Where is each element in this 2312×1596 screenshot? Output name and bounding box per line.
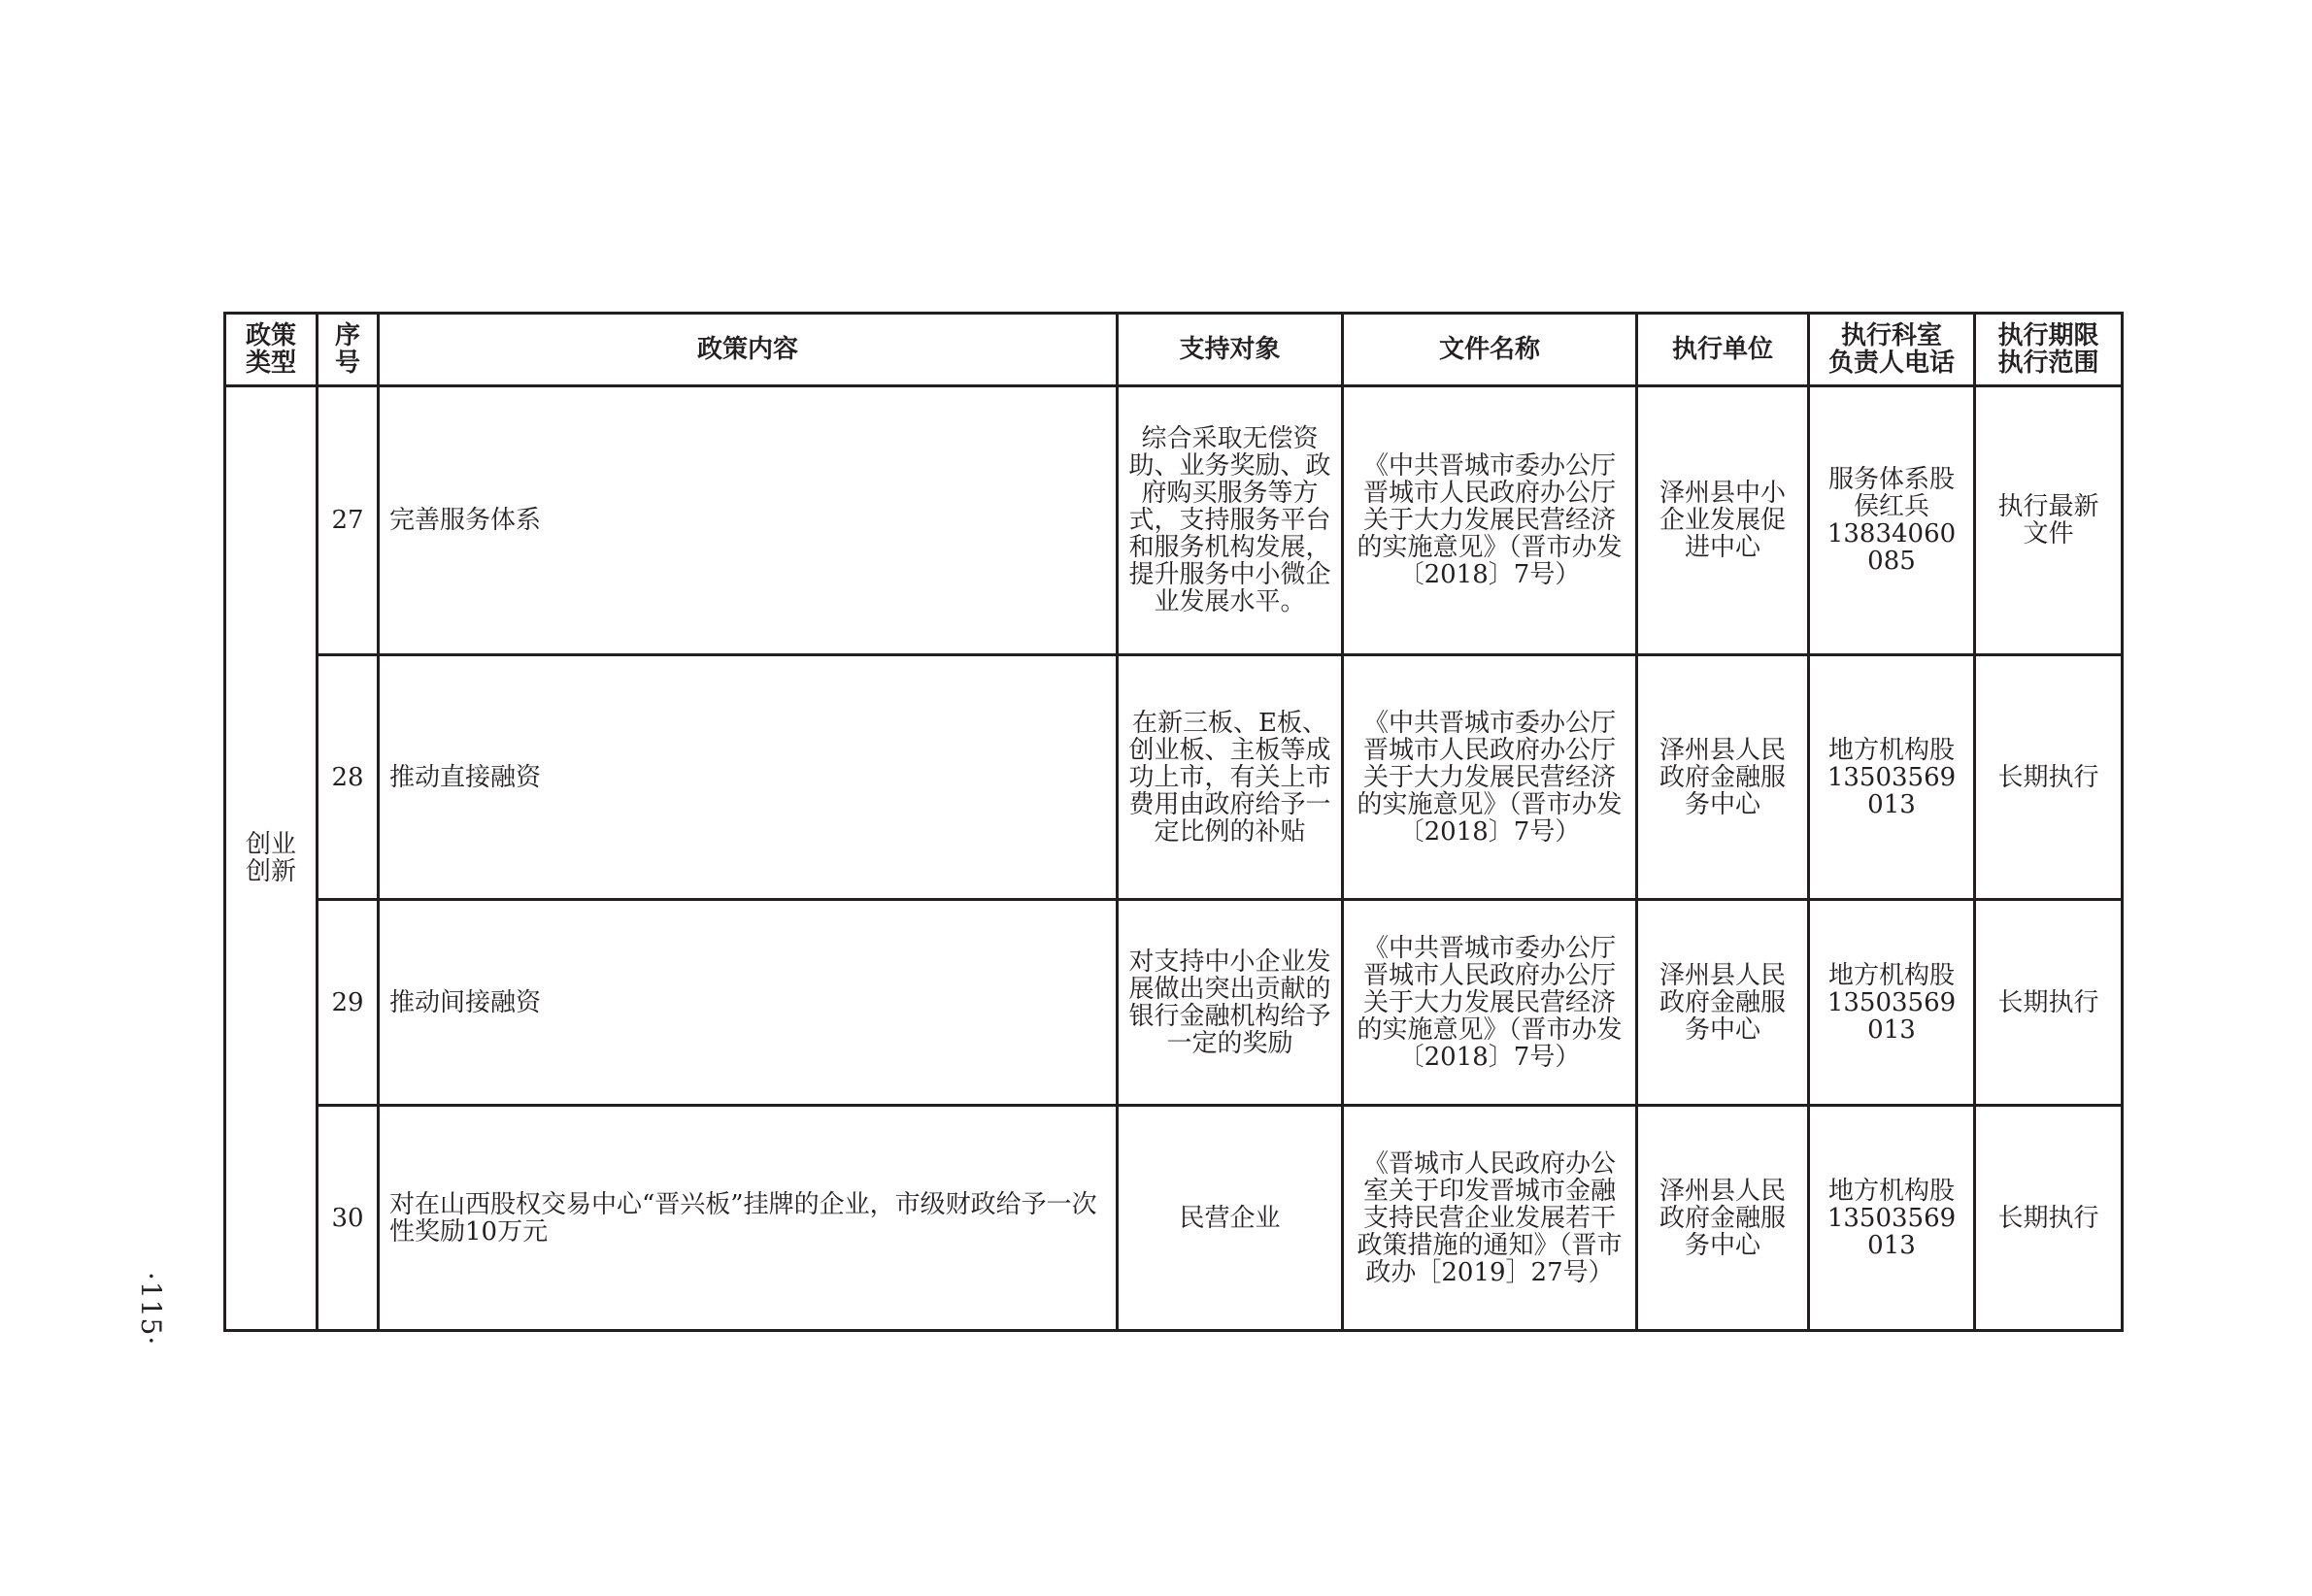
support-target-cell: 综合采取无偿资助、业务奖励、政府购买服务等方式，支持服务平台和服务机构发展，提升服务中小微企业发展水平。 — [1118, 386, 1343, 655]
document-name-cell: 《中共晋城市委办公厅晋城市人民政府办公厅关于大力发展民营经济的实施意见》（晋市办发〔2018〕7号） — [1343, 655, 1637, 900]
table-row — [225, 655, 2123, 900]
contact-phone: 13503569013 — [1826, 1203, 1957, 1260]
policy-content-cell: 推动直接融资 — [379, 655, 1118, 900]
support-target-cell: 在新三板、E板、创业板、主板等成功上市，有关上市费用由政府给予一定比例的补贴 — [1118, 655, 1343, 900]
period-scope-cell: 长期执行 — [1975, 655, 2123, 900]
policy-content-cell: 对在山西股权交易中心“晋兴板”挂牌的企业，市级财政给予一次性奖励10万元 — [379, 1106, 1118, 1331]
period-scope-cell: 执行最新文件 — [1975, 386, 2123, 655]
serial-number-cell: 29 — [318, 900, 379, 1106]
header-support-target: 支持对象 — [1118, 314, 1343, 386]
contact-name: 侯红兵 — [1853, 492, 1929, 521]
contact-cell — [1809, 1106, 1975, 1331]
contact-cell — [1809, 900, 1975, 1106]
policy-category-cell: 创业 创新 — [225, 386, 318, 1331]
policy-content-cell: 推动间接融资 — [379, 900, 1118, 1106]
contact-cell — [1809, 386, 1975, 655]
header-contact: 执行科室 负责人电话 — [1809, 314, 1975, 386]
executing-unit-cell: 泽州县人民政府金融服务中心 — [1637, 1106, 1809, 1331]
table-row — [225, 386, 2123, 655]
contact-phone: 13503569013 — [1826, 762, 1957, 819]
table-row — [225, 900, 2123, 1106]
contact-dept: 服务体系股 — [1827, 465, 1955, 494]
period-scope-cell: 长期执行 — [1975, 1106, 2123, 1331]
serial-number-cell: 27 — [318, 386, 379, 655]
header-period-scope: 执行期限 执行范围 — [1975, 314, 2123, 386]
policy-content-cell: 完善服务体系 — [379, 386, 1118, 655]
header-row — [225, 314, 2123, 386]
contact-phone: 13834060085 — [1826, 519, 1957, 576]
header-document-name: 文件名称 — [1343, 314, 1637, 386]
executing-unit-cell: 泽州县人民政府金融服务中心 — [1637, 900, 1809, 1106]
serial-number-cell: 28 — [318, 655, 379, 900]
table-row — [225, 1106, 2123, 1331]
header-policy-type: 政策 类型 — [225, 314, 318, 386]
header-policy-content: 政策内容 — [379, 314, 1118, 386]
serial-number-cell: 30 — [318, 1106, 379, 1331]
page-number: ·115· — [135, 1272, 167, 1347]
executing-unit-cell: 泽州县人民政府金融服务中心 — [1637, 655, 1809, 900]
contact-dept: 地方机构股 — [1827, 960, 1955, 990]
contact-dept: 地方机构股 — [1827, 735, 1955, 765]
document-name-cell: 《中共晋城市委办公厅晋城市人民政府办公厅关于大力发展民营经济的实施意见》（晋市办发〔2018〕7号） — [1343, 386, 1637, 655]
period-scope-cell: 长期执行 — [1975, 900, 2123, 1106]
contact-cell — [1809, 655, 1975, 900]
executing-unit-cell: 泽州县中小企业发展促进中心 — [1637, 386, 1809, 655]
contact-phone: 13503569013 — [1826, 987, 1957, 1045]
support-target-cell: 对支持中小企业发展做出突出贡献的银行金融机构给予一定的奖励 — [1118, 900, 1343, 1106]
support-target-cell: 民营企业 — [1118, 1106, 1343, 1331]
document-name-cell: 《中共晋城市委办公厅晋城市人民政府办公厅关于大力发展民营经济的实施意见》（晋市办发〔2018〕7号） — [1343, 900, 1637, 1106]
document-name-cell: 《晋城市人民政府办公室关于印发晋城市金融支持民营企业发展若干政策措施的通知》（晋市政办［2019］27号） — [1343, 1106, 1637, 1331]
header-serial-number: 序 号 — [318, 314, 379, 386]
header-executing-unit: 执行单位 — [1637, 314, 1809, 386]
contact-dept: 地方机构股 — [1827, 1176, 1955, 1206]
policy-table — [223, 312, 2124, 1332]
